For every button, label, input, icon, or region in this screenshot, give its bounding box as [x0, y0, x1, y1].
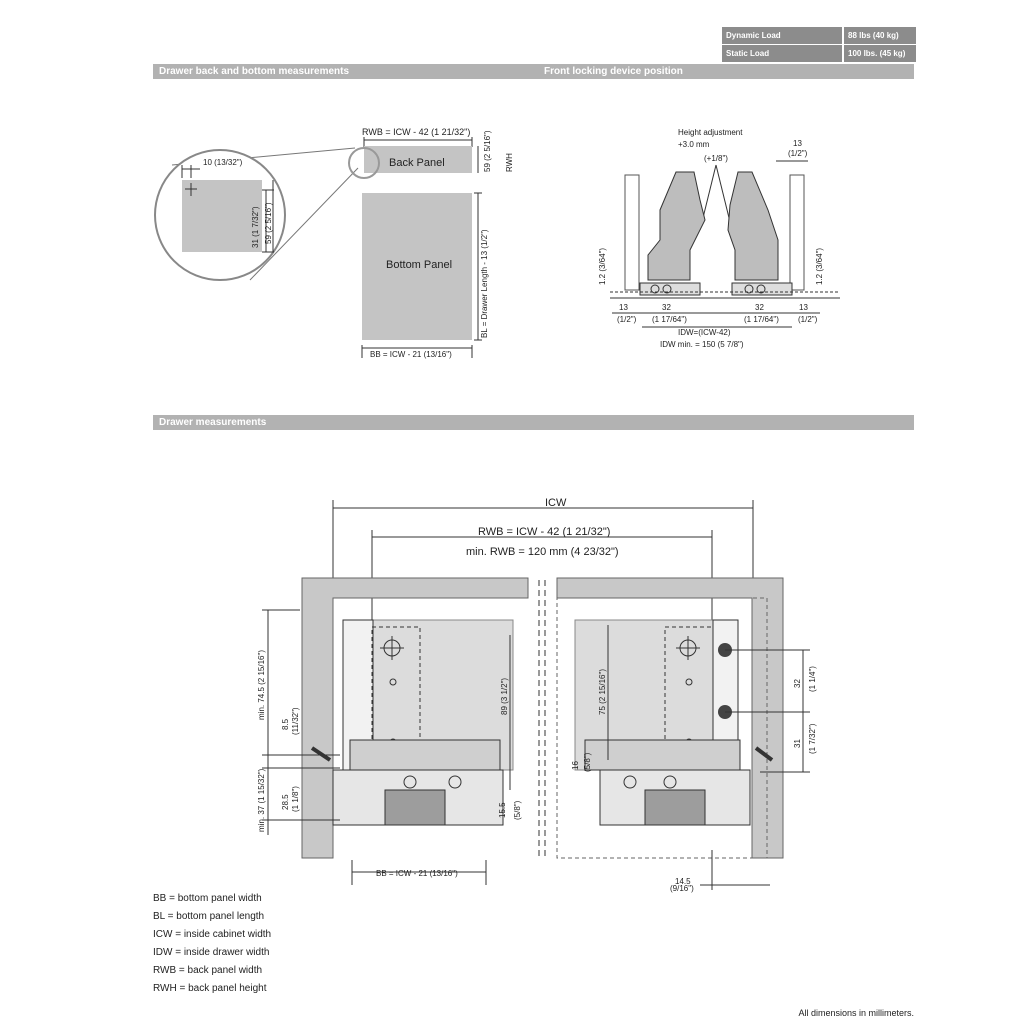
drawer-dim-14-5: 14.5 — [675, 877, 691, 886]
units-footnote: All dimensions in millimeters. — [798, 1008, 914, 1018]
drawer-dim-16: 16 — [571, 761, 580, 770]
bottom-panel-bl: BL = Drawer Length - 13 (1/2") — [480, 229, 489, 338]
locking-dim-13-top-in: (1/2") — [788, 149, 808, 158]
legend-item: IDW = inside drawer width — [153, 947, 270, 958]
locking-idw: IDW=(ICW-42) — [678, 328, 731, 337]
height-adjustment-mm: +3.0 mm — [678, 140, 710, 149]
legend-item: RWH = back panel height — [153, 983, 267, 994]
drawer-dim-31: 31 — [793, 739, 802, 748]
top-diagrams — [0, 0, 1024, 410]
locking-left-1-2: 1.2 (3/64") — [598, 247, 607, 285]
static-load-value: 100 lbs. (45 kg) — [843, 45, 917, 63]
drawer-left-section — [302, 578, 528, 858]
drawer-dim-28-5: 28.5 — [281, 794, 290, 810]
drawer-dim-15-5-in: (5/8") — [513, 800, 522, 820]
back-panel-rwb: RWB = ICW - 42 (1 21/32") — [362, 127, 471, 137]
dynamic-load-label: Dynamic Load — [722, 27, 843, 45]
drawer-dim-32: 32 — [793, 679, 802, 688]
abbreviation-legend — [153, 890, 271, 998]
detail-dim-59: 59 (2 5/16") — [264, 202, 273, 244]
locking-b13-right-in: (1/2") — [798, 315, 818, 324]
section-title-front-locking: Front locking device position — [544, 66, 683, 77]
section-title-back-bottom: Drawer back and bottom measurements — [159, 66, 350, 77]
locking-b32-right: 32 — [755, 303, 764, 312]
drawer-dim-32-in: (1 1/4") — [808, 666, 817, 692]
detail-top-dim: 10 (13/32") — [203, 158, 243, 167]
bottom-panel-label: Bottom Panel — [386, 259, 453, 271]
drawer-dim-16-in: (5/8") — [583, 752, 592, 772]
back-panel-rwh: RWH — [505, 153, 514, 172]
drawer-right-section — [557, 578, 783, 858]
locking-right-1-2: 1.2 (3/64") — [815, 247, 824, 285]
drawer-min-37: min. 37 (1 15/32") — [257, 768, 266, 832]
bottom-panel-bb: BB = ICW - 21 (13/16") — [370, 350, 452, 359]
locking-b32-left-in: (1 17/64") — [652, 315, 687, 324]
drawer-dim-8-5-in: (11/32") — [291, 707, 300, 735]
section-title-drawer: Drawer measurements — [159, 417, 267, 428]
height-adjustment-in: (+1/8") — [704, 154, 728, 163]
legend-item: BB = bottom panel width — [153, 893, 262, 904]
back-panel-height: 59 (2 5/16") — [483, 130, 492, 172]
legend-item: RWB = back panel width — [153, 965, 263, 976]
locking-b13-right: 13 — [799, 303, 808, 312]
legend-item: ICW = inside cabinet width — [153, 929, 272, 940]
locking-b32-left: 32 — [662, 303, 671, 312]
back-panel-diagram — [349, 127, 514, 178]
drawer-dim-14-5-in: (9/16") — [670, 884, 694, 893]
back-panel-label: Back Panel — [389, 157, 445, 169]
legend-item: BL = bottom panel length — [153, 911, 265, 922]
section-bar-drawer — [153, 415, 914, 430]
detail-magnifier — [155, 148, 358, 280]
locking-b32-right-in: (1 17/64") — [744, 315, 779, 324]
drawer-dim-15-5: 15.5 — [498, 802, 507, 818]
drawer-icw: ICW — [545, 497, 567, 509]
locking-idw-min: IDW min. = 150 (5 7/8") — [660, 340, 744, 349]
drawer-dim-28-5-in: (1 1/8") — [291, 786, 300, 812]
front-locking-diagram — [598, 128, 840, 349]
locking-b13-left: 13 — [619, 303, 628, 312]
drawer-dim-75: 75 (2 15/16") — [598, 669, 607, 715]
static-load-label: Static Load — [722, 45, 843, 63]
height-adjustment-label: Height adjustment — [678, 128, 743, 137]
drawer-min-rwb: min. RWB = 120 mm (4 23/32") — [466, 546, 619, 558]
locking-dim-13-top: 13 — [793, 139, 802, 148]
drawer-bb: BB = ICW - 21 (13/16") — [376, 869, 458, 878]
drawer-dim-31-in: (1 7/32") — [808, 723, 817, 754]
drawer-dim-8-5: 8.5 — [281, 718, 290, 730]
drawer-rwb: RWB = ICW - 42 (1 21/32") — [478, 526, 611, 538]
drawer-min-74-5: min. 74.5 (2 15/16") — [257, 650, 266, 720]
dynamic-load-value: 88 lbs (40 kg) — [843, 27, 917, 45]
drawer-diagram — [0, 430, 1024, 890]
locking-b13-left-in: (1/2") — [617, 315, 637, 324]
drawer-dim-89: 89 (3 1/2") — [500, 677, 509, 715]
bottom-panel-diagram — [362, 193, 489, 359]
detail-dim-31: 31 (1 7/32") — [251, 206, 260, 248]
